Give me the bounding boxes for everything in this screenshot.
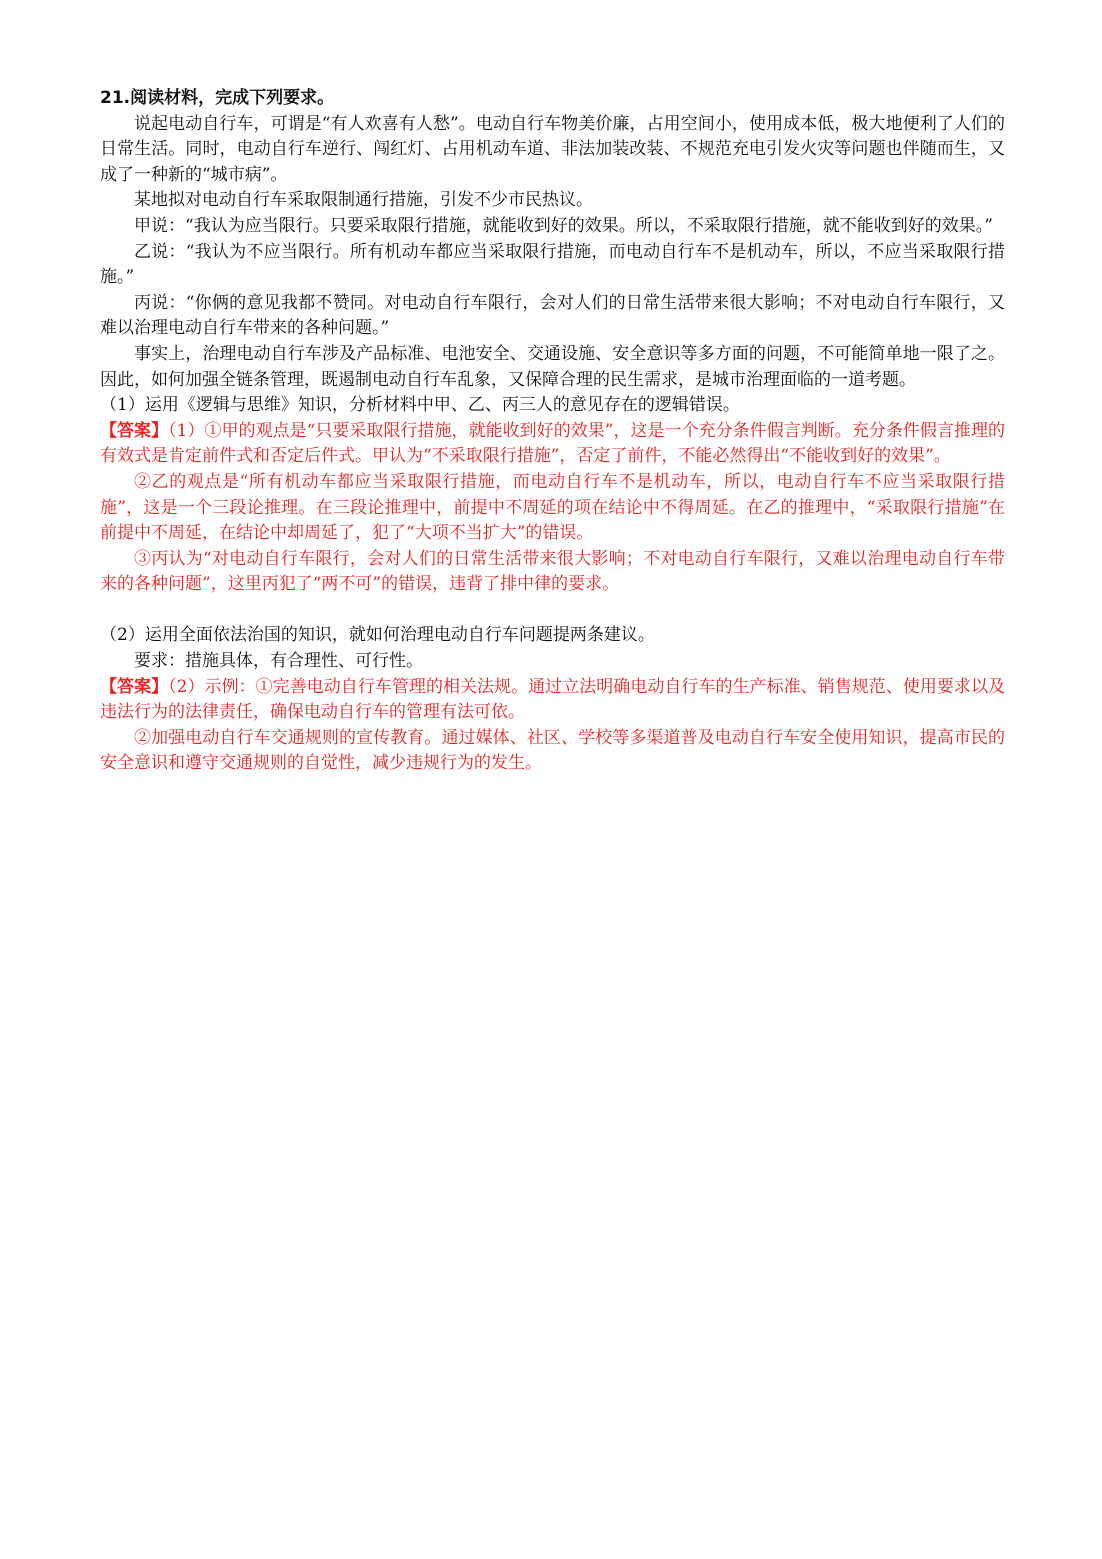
question-title: 21.阅读材料，完成下列要求。 — [100, 88, 335, 108]
exam-page — [100, 86, 1005, 777]
spacer — [100, 598, 1005, 624]
material-paragraph: 某地拟对电动自行车采取限制通行措施，引发不少市民热议。 — [134, 190, 593, 211]
material-paragraph: 丙说：“你俩的意见我都不赞同。对电动自行车限行，会对人们的日常生活带来很大影响；不对电动自行车限行，又难以治理电动自行车带来的各种问题。” — [100, 292, 1005, 339]
part1-section — [100, 393, 1005, 598]
part2-answer-point: ②加强电动自行车交通规则的宣传教育。通过媒体、社区、学校等多渠道普及电动自行车安全使用知识，提高市民的安全意识和遵守交通规则的自觉性，减少违规行为的发生。 — [100, 727, 1005, 774]
part1-prompt: （1）运用《逻辑与思维》知识，分析材料中甲、乙、丙三人的意见存在的逻辑错误。 — [100, 395, 740, 416]
part2-answer — [100, 675, 1005, 726]
part2-prompt: （2）运用全面依法治国的知识，就如何治理电动自行车问题提两条建议。 — [100, 625, 655, 646]
material-section — [100, 112, 1005, 394]
part1-answer-point: ②乙的观点是“所有机动车都应当采取限行措施，而电动自行车不是机动车，所以，电动自行车不应当采取限行措施”，这是一个三段论推理。在三段论推理中，前提中不周延的项在结论中不得周延。在乙的推理中，“采取限行措施”在前提中不周延，在结论中却周延了，犯了“大项不当扩大”的错误。 — [100, 471, 1005, 544]
material-paragraph: 事实上，治理电动自行车涉及产品标准、电池安全、交通设施、安全意识等多方面的问题，不可能简单地一限了之。因此，如何加强全链条管理，既遏制电动自行车乱象，又保障合理的民生需求，是城市治理面临的一道考题。 — [100, 343, 1005, 390]
answer-tag: 【答案】 — [100, 420, 169, 441]
material-paragraph: 甲说：“我认为应当限行。只要采取限行措施，就能收到好的效果。所以，不采取限行措施，就不能收到好的效果。” — [134, 215, 993, 236]
material-paragraph: 乙说：“我认为不应当限行。所有机动车都应当采取限行措施，而电动自行车不是机动车，所以，不应当采取限行措施。” — [100, 241, 1005, 288]
part2-section — [100, 623, 1005, 777]
part1-answer-point: ③丙认为“对电动自行车限行，会对人们的日常生活带来很大影响；不对电动自行车限行，又难以治理电动自行车带来的各种问题”，这里丙犯了“两不可”的错误，违背了排中律的要求。 — [100, 548, 1005, 595]
answer-tag: 【答案】 — [100, 676, 169, 697]
part2-answer-lead: （2）示例：①完善电动自行车管理的相关法规。通过立法明确电动自行车的生产标准、销售规范、使用要求以及违法行为的法律责任，确保电动自行车的管理有法可依。 — [100, 676, 1005, 723]
part2-requirement: 要求：措施具体，有合理性、可行性。 — [134, 651, 423, 672]
part1-answer-lead: （1）①甲的观点是“只要采取限行措施，就能收到好的效果”，这是一个充分条件假言判断。充分条件假言推理的有效式是肯定前件式和否定后件式。甲认为“不采取限行措施”，否定了前件，不能必然得出“不能收到好的效果”。 — [100, 420, 1006, 467]
part1-answer — [100, 419, 1005, 470]
material-paragraph: 说起电动自行车，可谓是“有人欢喜有人愁”。电动自行车物美价廉，占用空间小，使用成本低，极大地便利了人们的日常生活。同时，电动自行车逆行、闯红灯、占用机动车道、非法加装改装、不规范充电引发火灾等问题也伴随而生，又成了一种新的“城市病”。 — [100, 113, 1005, 185]
